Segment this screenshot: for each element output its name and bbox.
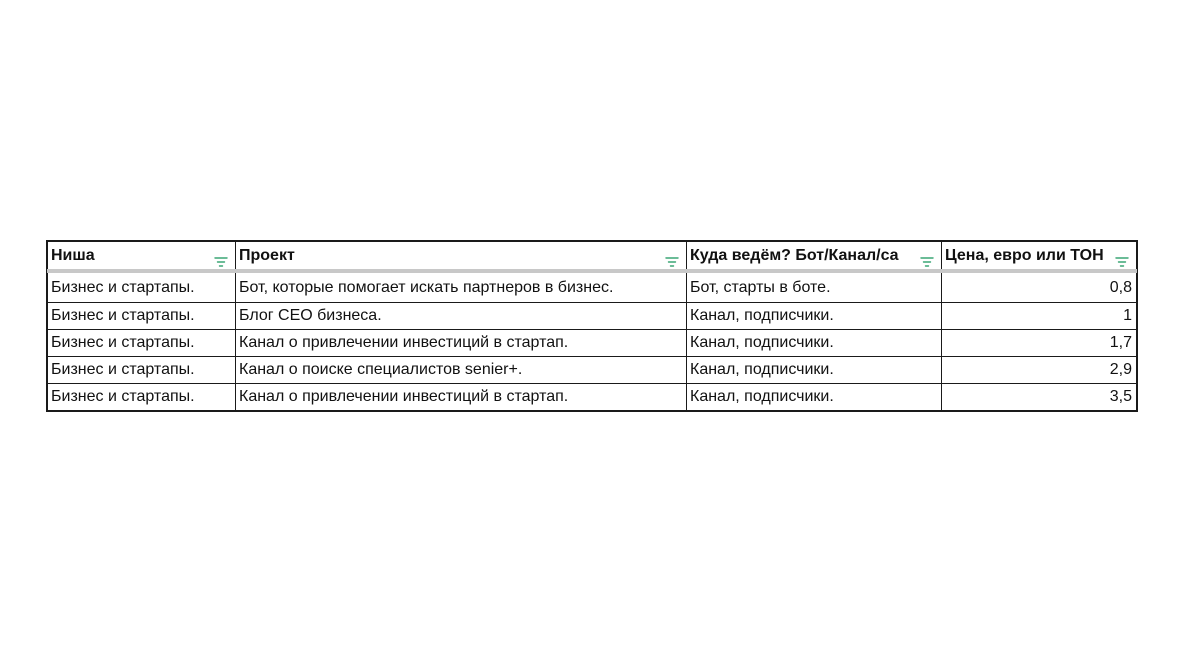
filter-icon[interactable] — [918, 250, 936, 262]
cell-price[interactable]: 2,9 — [942, 357, 1137, 384]
table-row — [48, 357, 1137, 384]
column-header-project[interactable] — [236, 242, 687, 272]
column-header-destination[interactable] — [687, 242, 942, 272]
column-header-price[interactable] — [942, 242, 1137, 272]
cell-destination[interactable]: Канал, подписчики. — [687, 330, 942, 357]
filter-icon[interactable] — [212, 250, 230, 262]
filter-icon[interactable] — [1113, 250, 1131, 262]
cell-project[interactable]: Канал о поиске специалистов senier+. — [236, 357, 687, 384]
cell-niche[interactable]: Бизнес и стартапы. — [48, 303, 236, 330]
table-row — [48, 384, 1137, 411]
table-row — [48, 303, 1137, 330]
cell-price[interactable]: 1,7 — [942, 330, 1137, 357]
column-header-label: Куда ведём? Бот/Канал/са — [690, 247, 899, 264]
table-row — [48, 271, 1137, 303]
column-header-label: Проект — [239, 247, 295, 264]
cell-destination[interactable]: Бот, старты в боте. — [687, 271, 942, 303]
cell-project[interactable]: Блог CEO бизнеса. — [236, 303, 687, 330]
cell-price[interactable]: 0,8 — [942, 271, 1137, 303]
cell-project[interactable]: Канал о привлечении инвестиций в стартап. — [236, 330, 687, 357]
cell-niche[interactable]: Бизнес и стартапы. — [48, 357, 236, 384]
column-header-niche[interactable] — [48, 242, 236, 272]
header-row — [48, 242, 1137, 272]
spreadsheet-table — [46, 240, 1138, 412]
column-header-label: Цена, евро или ТОН — [945, 247, 1104, 264]
cell-niche[interactable]: Бизнес и стартапы. — [48, 271, 236, 303]
filter-icon[interactable] — [663, 250, 681, 262]
table-row — [48, 330, 1137, 357]
cell-price[interactable]: 1 — [942, 303, 1137, 330]
cell-destination[interactable]: Канал, подписчики. — [687, 384, 942, 411]
cell-niche[interactable]: Бизнес и стартапы. — [48, 330, 236, 357]
column-header-label: Ниша — [51, 247, 95, 264]
cell-destination[interactable]: Канал, подписчики. — [687, 303, 942, 330]
cell-destination[interactable]: Канал, подписчики. — [687, 357, 942, 384]
cell-niche[interactable]: Бизнес и стартапы. — [48, 384, 236, 411]
cell-project[interactable]: Бот, которые помогает искать партнеров в бизнес. — [236, 271, 687, 303]
data-table — [47, 241, 1137, 411]
cell-project[interactable]: Канал о привлечении инвестиций в стартап. — [236, 384, 687, 411]
cell-price[interactable]: 3,5 — [942, 384, 1137, 411]
